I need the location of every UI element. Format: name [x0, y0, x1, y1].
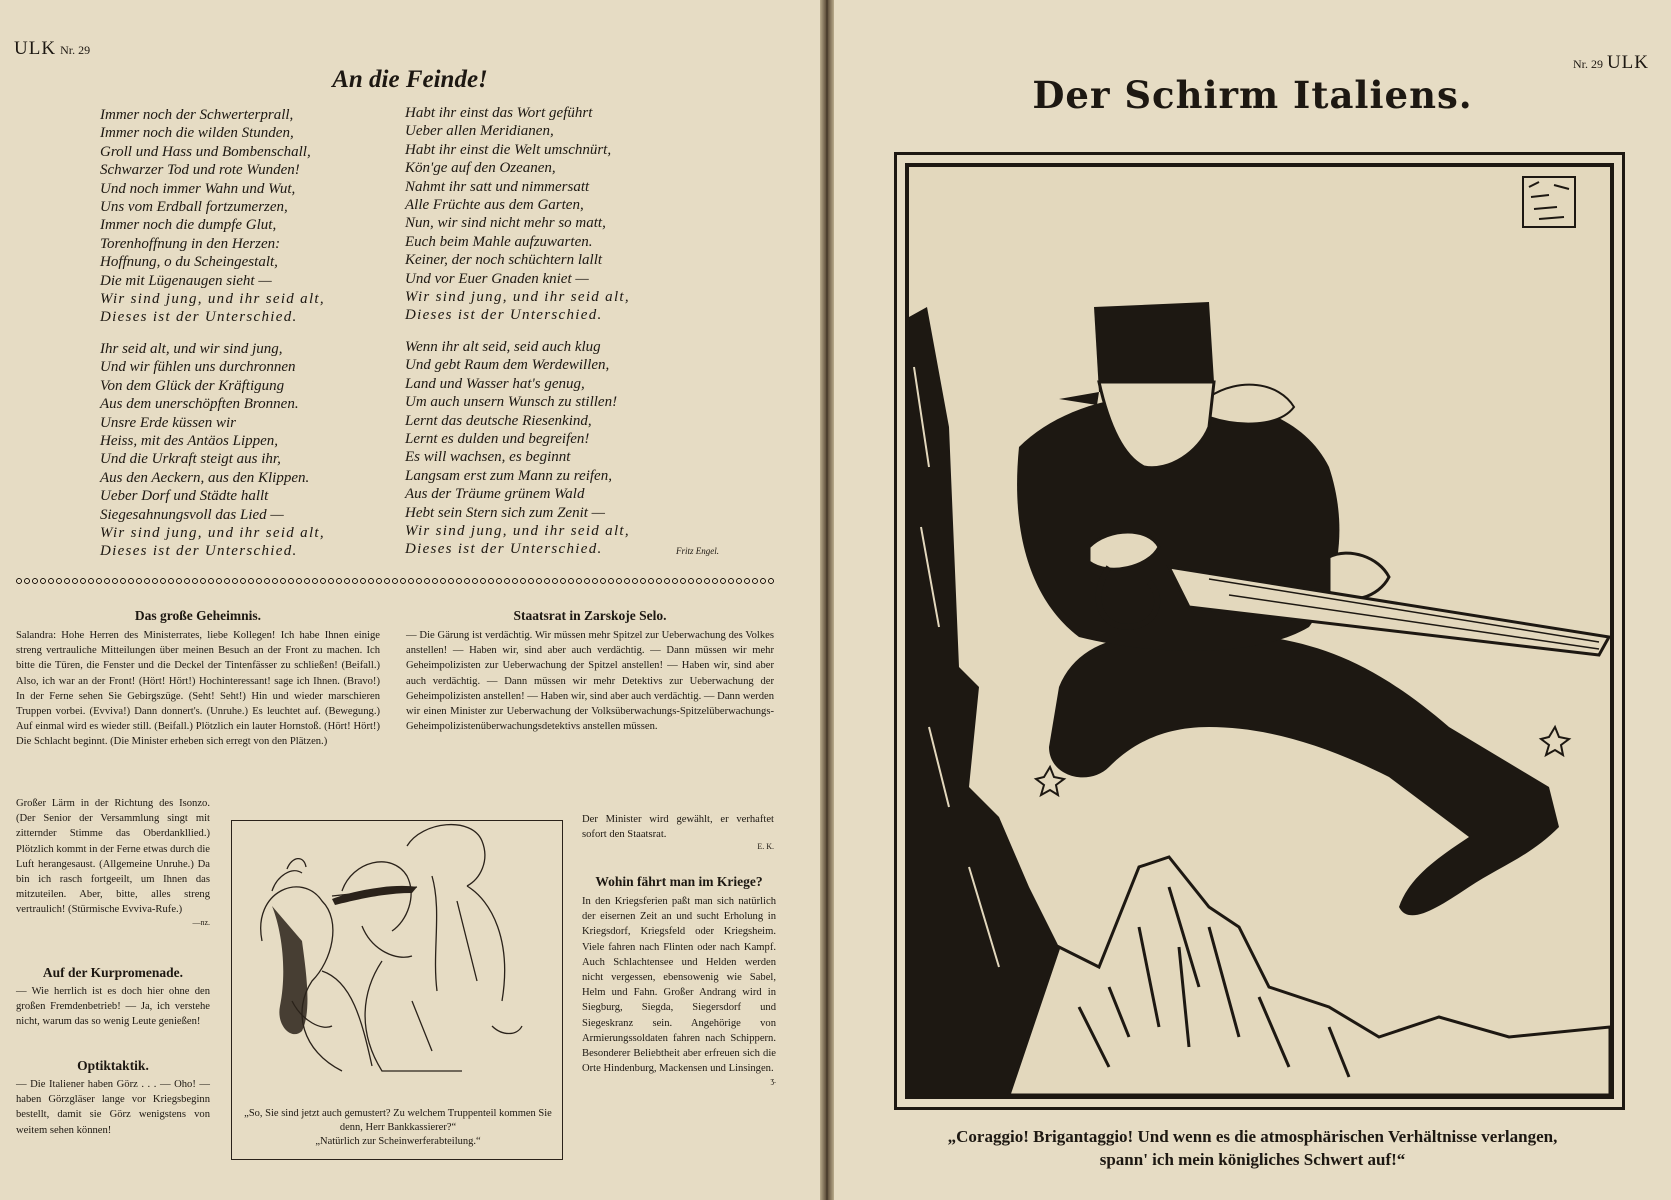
article-body: — Die Italiener haben Görz . . . — Oho! — haben Görzgläser lange vor Kriegsbeginn bestellt, damit sie Görz wenigstens von weitem sehen können!	[16, 1079, 210, 1136]
article-signature: E. K.	[757, 842, 774, 852]
magazine-name: ULK	[14, 38, 57, 59]
sketch-caption-line: „Natürlich zur Scheinwerferabteilung.“	[315, 1136, 481, 1147]
poem-line: Aus den Aeckern, aus den Klippen.	[100, 469, 310, 486]
article-geheimnis-cont	[16, 796, 210, 927]
poem-line: Und noch immer Wahn und Wut,	[100, 180, 296, 197]
article-title: Staatsrat in Zarskoje Selo.	[513, 608, 667, 623]
poem-line: Und vor Euer Gnaden kniet —	[405, 270, 589, 287]
poem-line: Unsre Erde küssen wir	[100, 414, 236, 431]
ornament-divider	[14, 576, 774, 586]
article-kriege	[582, 874, 776, 1085]
article-body: — Die Gärung ist verdächtig. Wir müssen mehr Spitzel zur Ueberwachung des Volkes anstellen! — Haben wir, sind aber auch verdächtig. — Dann müssen wir mehr Geheimpolizisten zur Ueberwachung der Spitzel anstellen! — Haben wir, sind aber auch verdächtig. — Dann müssen wir mehr Detektivs zur Ueberwachung der Geheimpolizisten anstellen! — Haben wir, sind aber auch verdächtig. — Dann werden wir einen Minister zur Ueberwachung der Volksüberwachungs-Spitzelüberwachungs-Geheimpolizistenüberwachungsdetektivs anstellen müssen.	[406, 630, 774, 733]
poem-line: Wir sind jung, und ihr seid alt,	[405, 522, 630, 539]
poem-line: Langsam erst zum Mann zu reifen,	[405, 467, 612, 484]
right-header	[1569, 52, 1649, 74]
left-header	[14, 38, 94, 60]
poem-line: Ueber allen Meridianen,	[405, 123, 554, 140]
poem-line: Torenhoffnung in den Herzen:	[100, 235, 281, 252]
poem-line: Ueber Dorf und Städte hallt	[100, 488, 269, 505]
poem-line: Ihr seid alt, und wir sind jung,	[100, 340, 283, 357]
poem-line: Und gebt Raum dem Werdewillen,	[405, 357, 610, 374]
poem-line: Wir sind jung, und ihr seid alt,	[100, 291, 325, 308]
article-body-continued: Der Minister wird gewählt, er verhaftet sofort den Staatsrat.	[582, 814, 774, 841]
poem-stanza	[405, 338, 630, 559]
issue-number: Nr. 29	[1572, 57, 1603, 71]
poem-line: Land und Wasser hat's genug,	[405, 375, 585, 392]
sketch-caption	[242, 1107, 554, 1149]
article-title: Das große Geheimnis.	[134, 608, 262, 623]
poem-line: Aus der Träume grünem Wald	[405, 486, 585, 503]
poem-line: Uns vom Erdball fortzumerzen,	[100, 199, 288, 216]
poem-column-left	[100, 106, 325, 574]
poem-line: Lernt das deutsche Riesenkind,	[405, 412, 592, 429]
poem-line: Dieses ist der Unterschied.	[405, 541, 603, 558]
poem-line: Siegesahnungsvoll das Lied —	[100, 506, 284, 523]
article-staatsrat	[406, 608, 774, 734]
left-page	[0, 0, 820, 1200]
poem-line: Von dem Glück der Kräftigung	[100, 377, 285, 394]
poem-line: Immer noch der Schwerterprall,	[100, 107, 294, 123]
article-kurpromenade	[16, 965, 210, 1030]
cartoon-caption-line: spann' ich mein königliches Schwert auf!“	[1099, 1150, 1406, 1169]
right-page	[834, 0, 1671, 1200]
poem-line: Schwarzer Tod und rote Wunden!	[100, 162, 300, 179]
poem-line: Habt ihr einst die Welt umschnürt,	[405, 141, 612, 158]
poem-line: Nahmt ihr satt und nimmersatt	[405, 178, 590, 195]
poem-line: Dieses ist der Unterschied.	[405, 307, 603, 324]
article-body: In den Kriegsferien paßt man sich natürlich der eisernen Zeit an und sucht Erholung in Kriegsdorf, Kriegsfeld oder Kriegsheim. Viele fahren nach Flinten oder nach Kampf. Auch Schlachtensee und Helden werden nicht vergessen, ebensowenig wie Sabel, Helm und Fahn. Großer Andrang wird in Siegburg, Siegda, Siegersdorf und Siegeskranz sein. Angehörige von Armierungssoldaten fahren nach Schippern. Besonderer Beliebtheit aber erfreuen sich die Orte Hindenburg, Mackensen und Linsingen.	[582, 896, 776, 1075]
cartoon-frame	[894, 152, 1625, 1110]
article-body: Salandra: Hohe Herren des Ministerrates, liebe Kollegen! Ich habe Ihnen einige streng vertrauliche Mitteilungen über meinen Besuch an der Front zu machen. Ich bitte die Türen, die Fenster und die Deckel der Tintenfässer zu schließen! (Beifall.) Also, ich war an der Front! (Hört! Hört!) Hochinteressant! sage ich Ihnen. (Bravo!) In der Ferne sehen Sie Gebirgszüge. (Seht! Seht!) Hin und wieder marschieren Truppen vorbei. (Evviva!) Dann donnert's. (Unruhe.) Es leuchtet auf. (Bewegung.) Auf einmal wird es wieder still. (Beifall.) Plötzlich ein lauter Hornstoß. (Hört! Hört!) Die Schlacht beginnt. (Die Minister erheben sich erregt von den Plätzen.)	[16, 630, 380, 748]
poem-line: Keiner, der noch schüchtern lallt	[405, 252, 603, 269]
poem-line: Hoffnung, o du Scheingestalt,	[100, 254, 278, 271]
poem-line: Dieses ist der Unterschied.	[100, 309, 298, 326]
poem-line: Aus dem unerschöpften Bronnen.	[100, 396, 299, 413]
book-gutter	[820, 0, 834, 1200]
cartoon-panel	[905, 163, 1614, 1099]
article-title: Auf der Kurpromenade.	[42, 965, 184, 980]
poem-stanza	[100, 340, 325, 561]
poem-line: Wenn ihr alt seid, seid auch klug	[405, 338, 601, 355]
cartoon-title: Der Schirm Italiens.	[1032, 73, 1473, 117]
poem-column-right	[405, 104, 630, 572]
article-body: — Wie herrlich ist es doch hier ohne den großen Fremdenbetrieb! — Ja, ich verstehe nicht, warum das so wenig Leute genießen!	[16, 986, 210, 1028]
poem-stanza	[100, 106, 325, 327]
issue-number: Nr. 29	[60, 43, 91, 57]
cartoon-caption	[834, 1125, 1671, 1171]
poem-line: Hebt sein Stern sich zum Zenit —	[405, 504, 605, 521]
sketch-illustration	[231, 820, 563, 1160]
poem-line: Heiss, mit des Antäos Lippen,	[100, 432, 279, 449]
poem-line: Kön'ge auf den Ozeanen,	[405, 160, 556, 177]
poem-line: Immer noch die dumpfe Glut,	[100, 217, 277, 234]
poem-line: Und die Urkraft steigt aus ihr,	[100, 451, 281, 468]
poem-line: Euch beim Mahle aufzuwarten.	[405, 233, 593, 250]
sketch-drawing	[232, 821, 562, 1091]
poem-line: Habt ihr einst das Wort geführt	[405, 105, 593, 121]
cartoon-illustration	[909, 167, 1610, 1095]
poem-line: Um auch unsern Wunsch zu stillen!	[405, 394, 618, 411]
poem-author: Fritz Engel.	[676, 546, 719, 556]
poem-line: Groll und Hass und Bombenschall,	[100, 143, 311, 160]
article-optiktaktik	[16, 1058, 210, 1138]
poem-stanza	[405, 104, 630, 325]
article-body-continued: Großer Lärm in der Richtung des Isonzo. (Der Senior der Versammlung singt mit zitternder Stimme das Oberdankllied.) Plötzlich kommt in der Ferne etwas durch die Luft herangesaust. (Allgemeine Unruhe.) Da bin ich rasch fortgeeilt, um Ihnen das mitzuteilen. Aber, bitte, alles streng vertraulich! (Stürmische Evviva-Rufe.)	[16, 798, 210, 916]
poem-line: Alle Früchte aus dem Garten,	[405, 197, 584, 214]
article-geheimnis	[16, 608, 380, 750]
poem-line: Es will wachsen, es beginnt	[405, 449, 571, 466]
poem-line: Und wir fühlen uns durchronnen	[100, 359, 296, 376]
poem-line: Lernt es dulden und begreifen!	[405, 430, 590, 447]
poem-line: Nun, wir sind nicht mehr so matt,	[405, 215, 606, 232]
poem-line: Die mit Lügenaugen sieht —	[100, 272, 272, 289]
magazine-name: ULK	[1606, 52, 1649, 73]
cartoon-caption-line: „Coraggio! Brigantaggio! Und wenn es die atmosphärischen Verhältnisse verlangen,	[947, 1127, 1558, 1146]
article-title: Wohin fährt man im Kriege?	[595, 874, 763, 889]
figure-cap	[1094, 302, 1214, 392]
poem-line: Immer noch die wilden Stunden,	[100, 125, 294, 142]
poem-line: Wir sind jung, und ihr seid alt,	[405, 289, 630, 306]
poem-title: An die Feinde!	[332, 66, 488, 93]
article-title: Optiktaktik.	[77, 1058, 149, 1073]
poem-line: Wir sind jung, und ihr seid alt,	[100, 524, 325, 541]
article-signature: ʒ.	[770, 1076, 776, 1086]
poem-line: Dieses ist der Unterschied.	[100, 543, 298, 560]
sketch-caption-line: „So, Sie sind jetzt auch gemustert? Zu welchem Truppenteil kommen Sie denn, Herr Bankkassierer?“	[244, 1108, 552, 1133]
article-signature: —nz.	[192, 917, 210, 927]
article-staatsrat-cont	[582, 812, 774, 851]
